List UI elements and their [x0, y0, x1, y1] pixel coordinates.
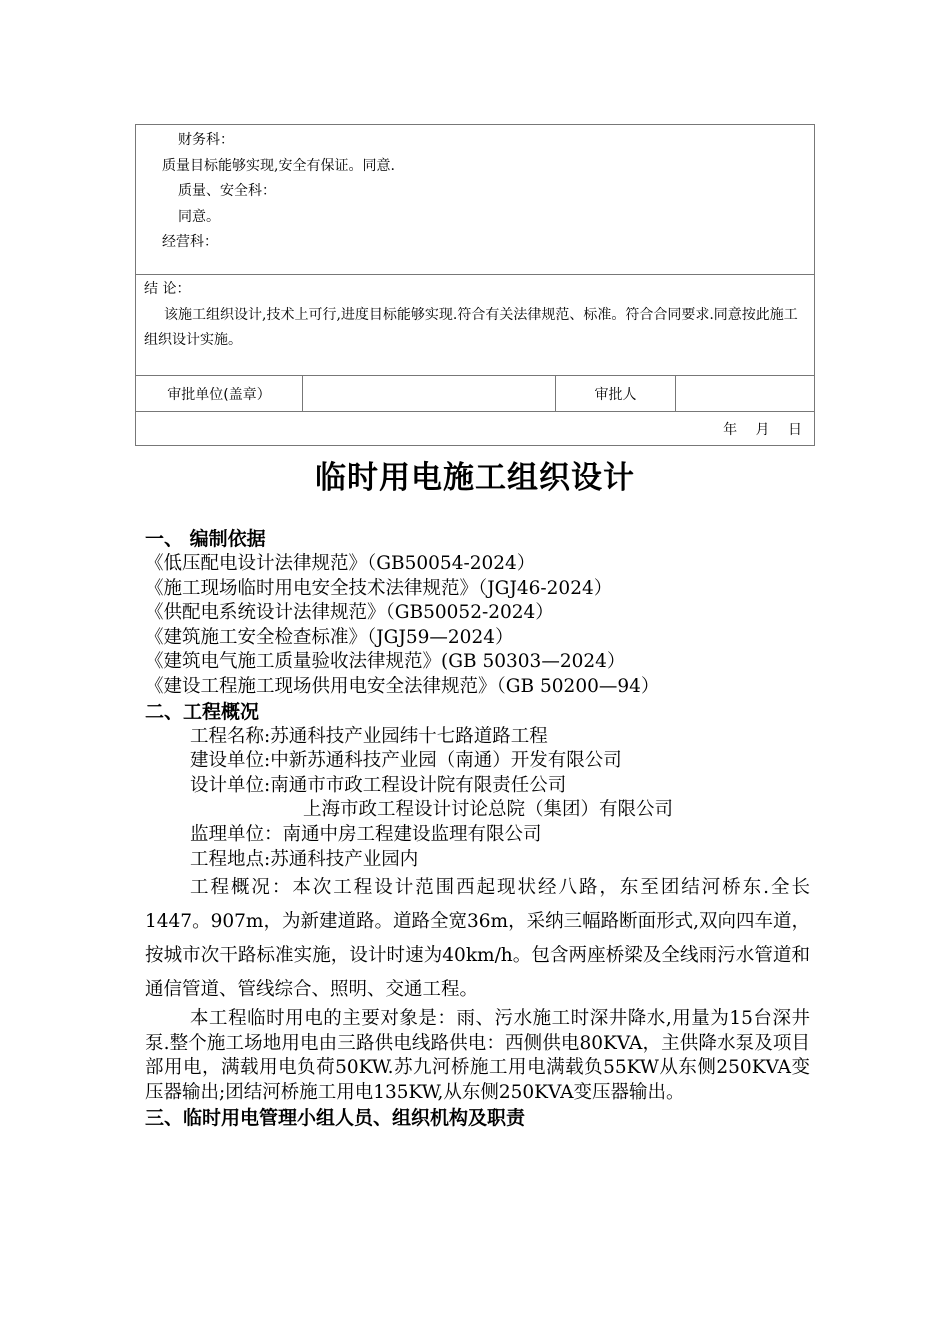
approver-unit-label: 审批单位(盖章） [136, 376, 303, 411]
approval-date: 年 月 日 [723, 421, 802, 438]
project-name: 工程名称:苏通科技产业园纬十七路道路工程 [190, 725, 548, 747]
document-body [145, 527, 810, 1131]
conclusion-text: 该施工组织设计,技术上可行,进度目标能够实现.符合有关法律规范、标准。符合合同要求.同意按此施工组织设计实施。 [144, 306, 798, 348]
project-overview-paragraph: 工程概况：本次工程设计范围西起现状经八路，东至团结河桥东.全长1447。907m，为新建道路。道路全宽36m，采纳三幅路断面形式,双向四车道，按城市次干路标准实施，设计时速为40km/h。包含两座桥梁及全线雨污水管道和通信管道、管线综合、照明、交通工程。 [145, 877, 810, 1001]
standard-item: 《建筑电气施工质量验收法律规范》(GB 50303—2024） [145, 651, 626, 673]
conclusion-label: 结 论： [144, 281, 191, 297]
standard-item: 《建设工程施工现场供用电安全法律规范》（GB 50200—94） [145, 675, 660, 697]
finance-dept-opinion: 质量目标能够实现,安全有保证。同意. [162, 157, 395, 174]
quality-safety-dept-opinion: 同意。 [178, 208, 220, 225]
approver-row [136, 376, 814, 412]
approval-table [135, 124, 815, 446]
department-opinions-cell [136, 125, 814, 275]
power-usage-paragraph: 本工程临时用电的主要对象是：雨、污水施工时深井降水,用量为15台深井泵.整个施工场地用电由三路供电线路供电：西侧供电80KVA，主供降水泵及项目部用电，满载用电负荷50KW.苏九河桥施工用电满载负55KW从东侧250KVA变压器输出;团结河桥施工用电135KW,从东侧250KVA变压器输出。 [145, 1008, 810, 1103]
standard-item: 《低压配电设计法律规范》（GB50054-2024） [145, 553, 536, 574]
standard-item: 《施工现场临时用电安全技术法律规范》（JGJ46-2024） [145, 577, 613, 599]
approver-person-label: 审批人 [556, 376, 676, 411]
document-title: 临时用电施工组织设计 [315, 460, 635, 496]
section-management-heading: 三、临时用电管理小组人员、组织机构及职责 [145, 1106, 526, 1129]
conclusion-cell [136, 275, 814, 376]
standard-item: 《建筑施工安全检查标准》（JGJ59—2024） [145, 626, 514, 648]
section-basis-heading: 一、 编制依据 [145, 528, 266, 550]
project-location: 工程地点:苏通科技产业园内 [190, 848, 419, 870]
approver-unit-field [303, 376, 556, 411]
standard-item: 《供配电系统设计法律规范》（GB50052-2024） [145, 602, 554, 624]
business-dept-label: 经营科： [162, 234, 218, 250]
client-unit: 建设单位:中新苏通科技产业园（南通）开发有限公司 [190, 750, 622, 772]
finance-dept-label: 财务科： [178, 132, 234, 148]
design-unit-secondary: 上海市政工程设计讨论总院（集团）有限公司 [303, 799, 674, 821]
design-unit: 设计单位:南通市市政工程设计院有限责任公司 [190, 774, 567, 796]
section-overview-heading: 二、工程概况 [145, 700, 260, 723]
supervision-unit: 监理单位：南通中房工程建设监理有限公司 [190, 823, 542, 845]
approver-person-field [676, 376, 814, 411]
quality-safety-dept-label: 质量、安全科： [178, 183, 276, 199]
